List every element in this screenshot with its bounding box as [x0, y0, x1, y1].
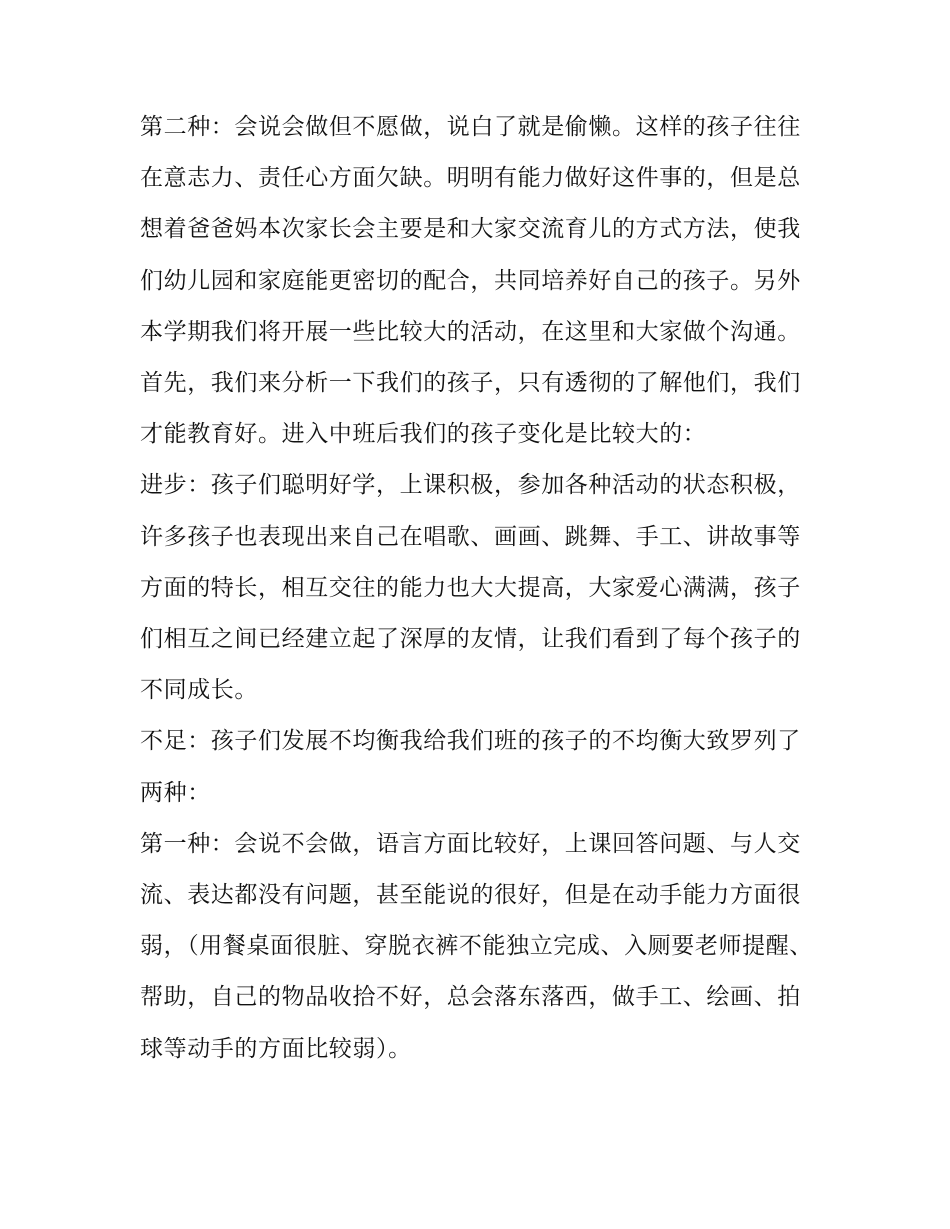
paragraph-second-type: 第二种：会说会做但不愿做，说白了就是偷懒。这样的孩子往往在意志力、责任心方面欠缺。明明有能力做好这件事的，但是总想着爸爸妈本次家长会主要是和大家交流育儿的方式方法，使我们幼儿园和家庭能更密切的配合，共同培养好自己的孩子。另外本学期我们将开展一些比较大的活动，在这里和大家做个沟通。 — [140, 114, 801, 345]
document-body — [140, 102, 820, 1075]
paragraph-progress: 进步：孩子们聪明好学，上课积极，参加各种活动的状态积极，许多孩子也表现出来自己在唱歌、画画、跳舞、手工、讲故事等方面的特长，相互交往的能力也大大提高，大家爱心满满，孩子们相互之间已经建立起了深厚的友情，让我们看到了每个孩子的不同成长。 — [140, 472, 801, 704]
paragraph-shortcomings: 不足：孩子们发展不均衡我给我们班的孩子的不均衡大致罗列了两种： — [140, 728, 801, 806]
paragraph-first-analysis: 首先，我们来分析一下我们的孩子，只有透彻的了解他们，我们才能教育好。进入中班后我们的孩子变化是比较大的： — [140, 370, 801, 448]
paragraph-first-type: 第一种：会说不会做，语言方面比较好，上课回答问题、与人交流、表达都没有问题，甚至能说的很好，但是在动手能力方面很弱，（用餐桌面很脏、穿脱衣裤不能独立完成、入厕要老师提醒、帮助，自己的物品收拾不好，总会落东落西，做手工、绘画、拍球等动手的方面比较弱）。 — [140, 830, 813, 1062]
